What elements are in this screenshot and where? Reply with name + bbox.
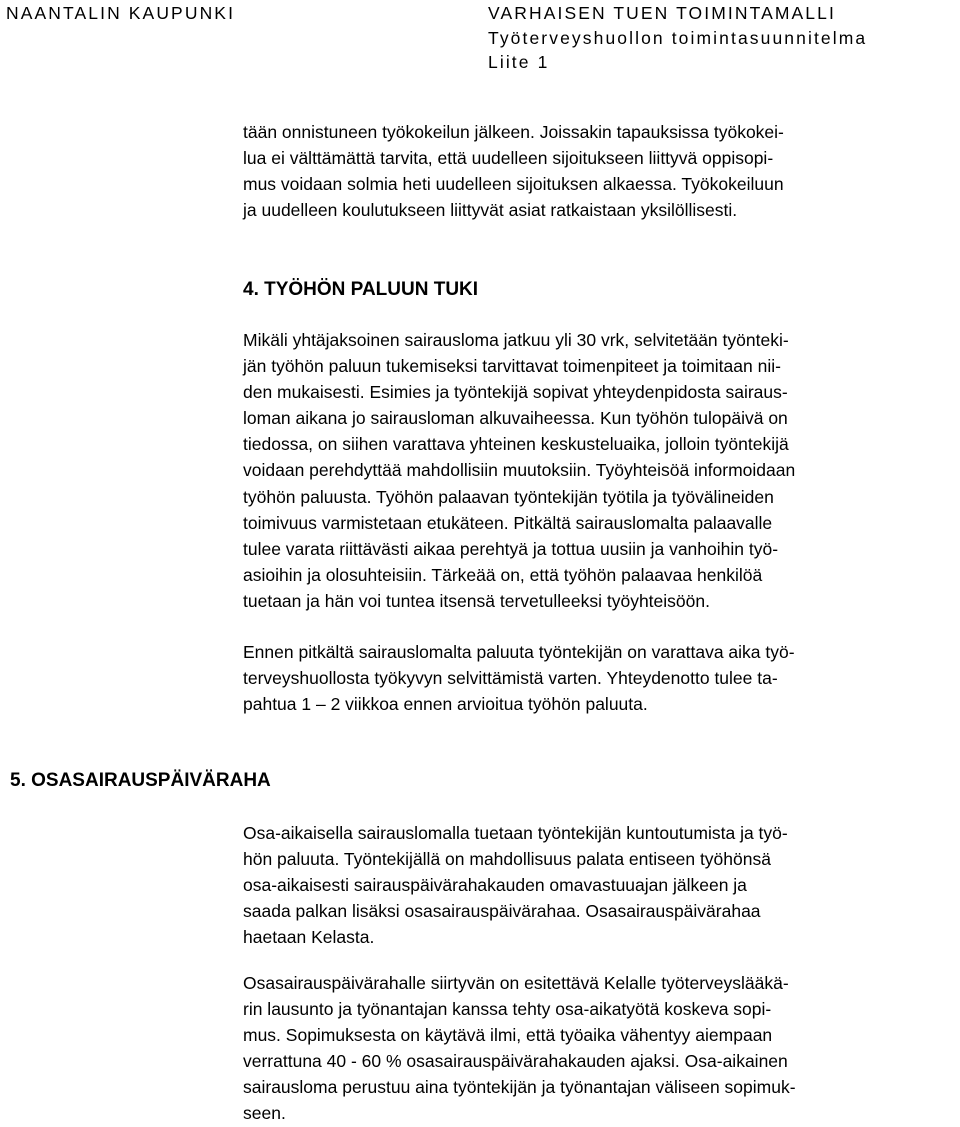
section-4-paragraph-1 bbox=[243, 327, 795, 614]
text-line: toimivuus varmistetaan etukäteen. Pitkältä sairauslomalta palaavalle bbox=[243, 512, 773, 533]
text-line: Ennen pitkältä sairauslomalta paluuta työntekijän on varattava aika työ- bbox=[243, 642, 795, 662]
text-line: mus voidaan solmia heti uudelleen sijoituksen alkaessa. Työkokeiluun bbox=[243, 174, 784, 195]
text-line: lua ei välttämättä tarvita, että uudelleen sijoitukseen liittyvä oppisopi- bbox=[243, 148, 774, 169]
document-header bbox=[488, 1, 867, 75]
text-line: saada palkan lisäksi osasairauspäivärahaa. Osasairauspäivärahaa bbox=[243, 901, 761, 922]
text-line: seen. bbox=[243, 1103, 286, 1124]
text-line: Osasairauspäivärahalle siirtyvän on esitettävä Kelalle työterveyslääkä- bbox=[243, 973, 789, 993]
text-line: tuetaan ja hän voi tuntea itsensä tervetulleeksi työyhteisöön. bbox=[243, 590, 710, 611]
text-line: jän työhön paluun tukemiseksi tarvittavat toimenpiteet ja toimitaan nii- bbox=[243, 356, 781, 377]
section-4-paragraph-2 bbox=[243, 639, 795, 717]
document-title: VARHAISEN TUEN TOIMINTAMALLI bbox=[488, 3, 836, 23]
text-line: mus. Sopimuksesta on käytävä ilmi, että työaika vähentyy aiempaan bbox=[243, 1025, 773, 1046]
text-line: tiedossa, on siihen varattava yhteinen keskusteluaika, jolloin työntekijä bbox=[243, 434, 789, 455]
intro-paragraph bbox=[243, 119, 784, 223]
section-4-heading: 4. TYÖHÖN PALUUN TUKI bbox=[243, 279, 479, 300]
text-line: terveyshuollosta työkyvyn selvittämistä varten. Yhteydenotto tulee ta- bbox=[243, 668, 778, 689]
text-line: työhön paluusta. Työhön palaavan työntekijän työtila ja työvälineiden bbox=[243, 486, 774, 507]
text-line: voidaan perehdyttää mahdollisiin muutoksiin. Työyhteisöä informoidaan bbox=[243, 460, 796, 481]
text-line: Osa-aikaisella sairauslomalla tuetaan työntekijän kuntoutumista ja työ- bbox=[243, 823, 788, 843]
document-subtitle: Työterveyshuollon toimintasuunnitelma bbox=[488, 27, 868, 48]
section-5-paragraph-2 bbox=[243, 970, 796, 1127]
appendix-label: Liite 1 bbox=[488, 52, 550, 72]
text-line: tään onnistuneen työkokeilun jälkeen. Joissakin tapauksissa työkokei- bbox=[243, 122, 784, 142]
text-line: pahtua 1 – 2 viikkoa ennen arvioitua työhön paluuta. bbox=[243, 694, 648, 715]
text-line: hön paluuta. Työntekijällä on mahdollisuus palata entiseen työhönsä bbox=[243, 849, 771, 870]
text-line: rin lausunto ja työnantajan kanssa tehty osa-aikatyötä koskeva sopi- bbox=[243, 999, 772, 1020]
text-line: asioihin ja olosuhteisiin. Tärkeää on, että työhön palaavaa henkilöä bbox=[243, 564, 763, 585]
text-line: tulee varata riittävästi aikaa perehtyä ja tottua uusiin ja vanhoihin työ- bbox=[243, 538, 779, 559]
text-line: ja uudelleen koulutukseen liittyvät asiat ratkaistaan yksilöllisesti. bbox=[243, 200, 738, 221]
text-line: verrattuna 40 - 60 % osasairauspäivärahakauden ajaksi. Osa-aikainen bbox=[243, 1051, 788, 1072]
section-5-heading: 5. OSASAIRAUSPÄIVÄRAHA bbox=[10, 770, 271, 791]
text-line: osa-aikaisesti sairauspäivärahakauden omavastuuajan jälkeen ja bbox=[243, 875, 747, 896]
text-line: Mikäli yhtäjaksoinen sairausloma jatkuu yli 30 vrk, selvitetään työnteki- bbox=[243, 330, 789, 350]
municipality-name: NAANTALIN KAUPUNKI bbox=[6, 3, 236, 23]
text-line: loman aikana jo sairausloman alkuvaiheessa. Kun työhön tulopäivä on bbox=[243, 408, 788, 429]
text-line: sairausloma perustuu aina työntekijän ja työnantajan väliseen sopimuk- bbox=[243, 1077, 796, 1098]
section-5-paragraph-1 bbox=[243, 820, 788, 950]
text-line: den mukaisesti. Esimies ja työntekijä sopivat yhteydenpidosta sairaus- bbox=[243, 382, 788, 403]
text-line: haetaan Kelasta. bbox=[243, 927, 375, 948]
